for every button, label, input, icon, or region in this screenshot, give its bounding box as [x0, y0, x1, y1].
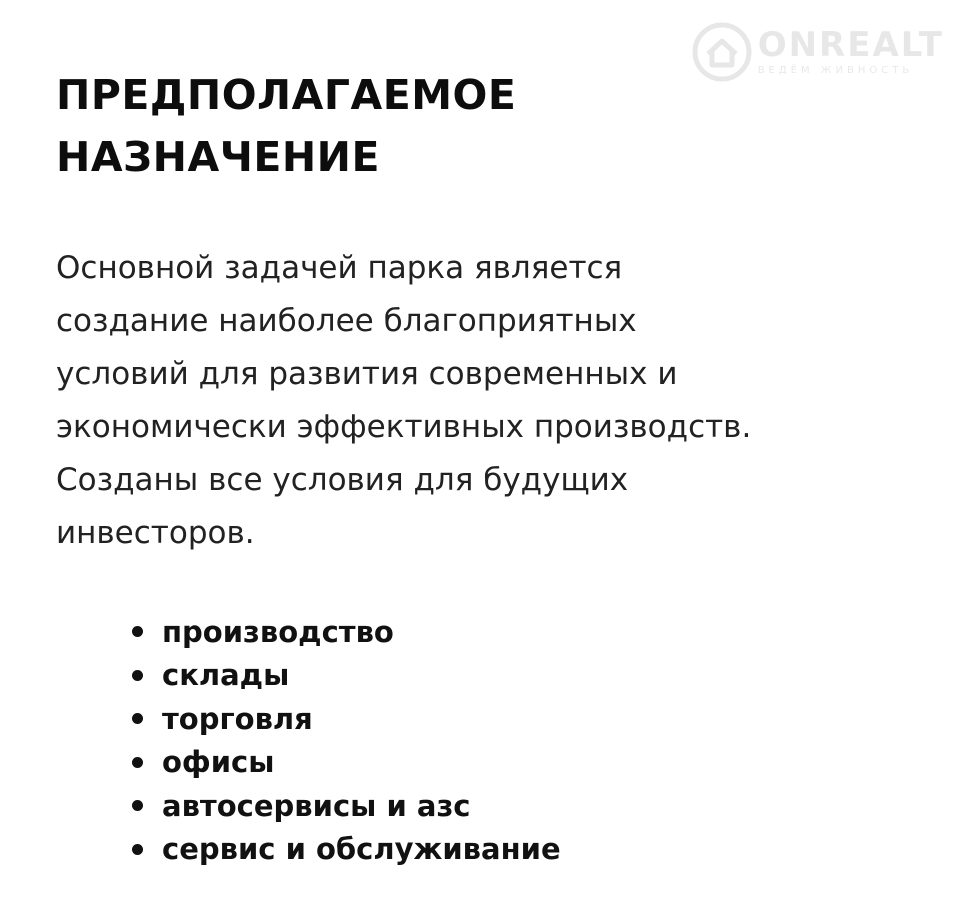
description-line: создание наиболее благоприятных	[56, 303, 637, 339]
description-line: Основной задачей парка является	[56, 250, 623, 286]
list-item-label: сервис и обслуживание	[162, 832, 561, 867]
list-item	[132, 610, 561, 654]
list-item	[132, 697, 561, 741]
uses-list	[132, 610, 561, 871]
bullet-icon	[132, 800, 143, 811]
list-item	[132, 741, 561, 785]
list-item-label: склады	[162, 658, 290, 693]
list-item	[132, 654, 561, 698]
page-title-line-1: ПРЕДПОЛАГАЕМОЕ	[56, 71, 517, 119]
description-line: инвесторов.	[56, 515, 255, 551]
list-item-label: автосервисы и азс	[162, 788, 471, 823]
list-item	[132, 828, 561, 872]
description-paragraph	[56, 242, 936, 560]
onrealt-watermark	[692, 22, 944, 82]
list-item-label: производство	[162, 614, 394, 649]
description-line: экономически эффективных производств.	[56, 409, 752, 445]
list-item	[132, 784, 561, 828]
list-item-label: офисы	[162, 745, 275, 780]
bullet-icon	[132, 757, 143, 768]
watermark-brand: ONREALT	[757, 25, 944, 65]
bullet-icon	[132, 670, 143, 681]
list-item-label: торговля	[162, 701, 313, 736]
page-title-line-2: НАЗНАЧЕНИЕ	[56, 133, 380, 181]
bullet-icon	[132, 626, 143, 637]
bullet-icon	[132, 713, 143, 724]
description-line: Созданы все условия для будущих	[56, 462, 629, 498]
watermark-tagline: ВЕДЁМ ЖИВНОСТЬ	[757, 65, 914, 76]
page-title	[56, 64, 676, 188]
house-logo-icon	[692, 22, 752, 82]
description-line: условий для развития современных и	[56, 356, 678, 392]
bullet-icon	[132, 844, 143, 855]
